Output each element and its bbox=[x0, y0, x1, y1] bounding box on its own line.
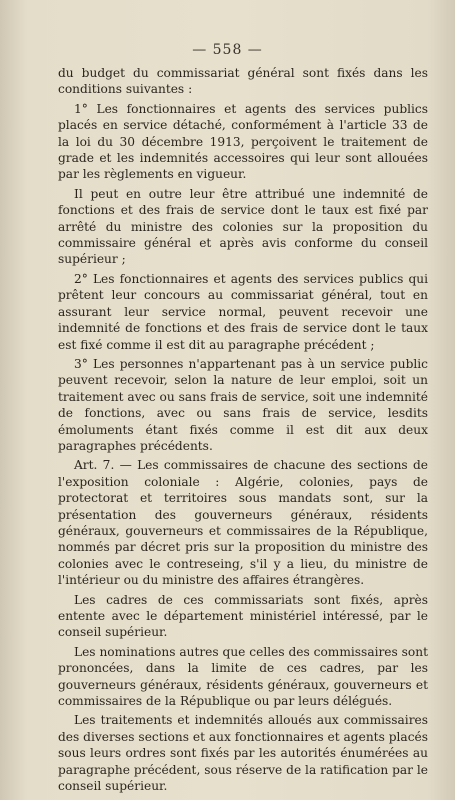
paragraph-item-1-continued: Il peut en outre leur être attribué une indemnité de fonctions et des frais de service dont le taux est fixé par arrêté du ministre des colonies sur la proposition du commissaire général et après avis conforme du conseil supérieur ; bbox=[58, 186, 428, 267]
paragraph-nominations: Les nominations autres que celles des commissaires sont prononcées, dans la limite de ces cadres, par les gouverneurs généraux, résidents généraux, gouverneurs et commissaires de la République ou par leurs délégués. bbox=[58, 644, 428, 709]
paragraph-cadres: Les cadres de ces commissariats sont fixés, après entente avec le département ministériel intéressé, par le conseil supérieur. bbox=[58, 592, 428, 640]
paragraph-intro: du budget du commissariat général sont fixés dans les conditions suivantes : bbox=[58, 66, 428, 97]
paragraph-traitements: Les traitements et indemnités alloués aux commissaires des diverses sections et aux fonctionnaires et agents placés sous leurs ordres sont fixés par les autorités énumérées au paragraphe précédent, sous réserve de la ratification par le conseil supérieur. bbox=[58, 713, 428, 794]
page-number: — 558 — bbox=[192, 42, 263, 58]
body-text bbox=[58, 65, 428, 797]
paragraph-item-3: 3° Les personnes n'appartenant pas à un service public peuvent recevoir, selon la nature de leur emploi, soit un traitement avec ou sans frais de service, soit une indemnité de fonctions, avec ou sans frais de service, lesdits émoluments étant fixés comme il est dit aux deux paragraphes précédents. bbox=[58, 356, 428, 453]
paragraph-article-7: Art. 7. — Les commissaires de chacune des sections de l'exposition coloniale : Algérie, colonies, pays de protectorat et territoires sous mandats sont, sur la présentation des gouverneurs généraux, résidents généraux, gouverneurs et commissaires de la République, nommés par décret pris sur la proposition du ministre des colonies avec le contreseing, s'il y a lieu, du ministre de l'intérieur ou du ministre des affaires étrangères. bbox=[58, 458, 428, 588]
paragraph-item-1: 1° Les fonctionnaires et agents des services publics placés en service détaché, conformément à l'article 33 de la loi du 30 décembre 1913, perçoivent le traitement de grade et les indemnités accessoires qui leur sont allouées par les règlements en vigueur. bbox=[58, 101, 428, 182]
paragraph-item-2: 2° Les fonctionnaires et agents des services publics qui prêtent leur concours au commissariat général, tout en assurant leur service normal, peuvent recevoir une indemnité de fonctions et des frais de service dont le taux est fixé comme il est dit au paragraphe précédent ; bbox=[58, 271, 428, 352]
